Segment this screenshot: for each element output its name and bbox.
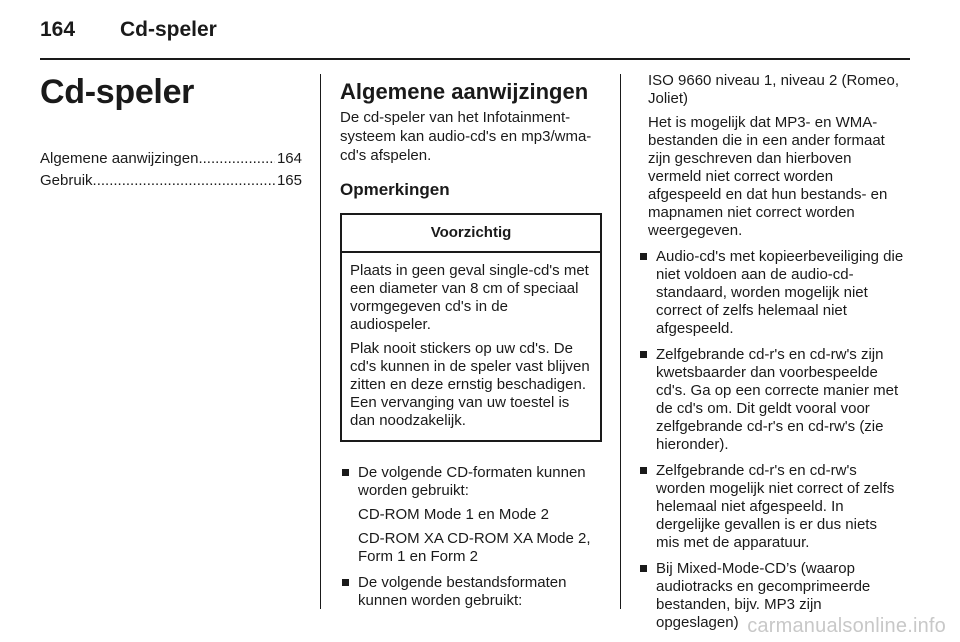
caution-paragraph: Plaats in geen geval single-cd's met een diameter van 8 cm of speciaal vormgegeven cd's in de audiospeler. — [350, 262, 589, 333]
bullet-list — [340, 464, 602, 610]
bullet-square-icon — [640, 253, 647, 260]
column-2 — [340, 72, 602, 610]
caution-title: Voorzichtig — [342, 215, 600, 253]
list-item-text: De volgende bestandsformaten kunnen worden gebruikt: — [358, 574, 567, 609]
list-item — [638, 462, 904, 552]
bullet-square-icon — [640, 565, 647, 572]
column-1 — [40, 72, 302, 192]
list-item — [638, 248, 904, 338]
sub-paragraph: CD-ROM Mode 1 en Mode 2 — [358, 506, 549, 523]
toc-entry[interactable] — [40, 170, 302, 192]
toc-leader — [93, 170, 275, 192]
caution-box — [340, 213, 602, 442]
header-rule — [40, 58, 910, 60]
column-divider — [320, 74, 321, 609]
list-item-text: Zelfgebrande cd-r's en cd-rw's zijn kwetsbaarder dan voorbespeelde cd's. Ga op een correcte manier met de cd's om. Dit geldt vooral voor zelfgebrande cd-r's en cd-rw's (zie hieronder). — [656, 346, 899, 453]
running-title: Cd-speler — [120, 18, 217, 41]
toc-leader — [198, 148, 275, 170]
bullet-square-icon — [640, 351, 647, 358]
subheading: Opmerkingen — [340, 180, 450, 199]
list-item-text: Zelfgebrande cd-r's en cd-rw's worden mogelijk niet correct of zelfs helemaal niet afgespeeld. In dergelijke gevallen is er dus niets mis met de apparatuur. — [656, 462, 895, 551]
toc-entry[interactable] — [40, 148, 302, 170]
bullet-square-icon — [342, 469, 349, 476]
list-item-text: De volgende CD-formaten kunnen worden gebruikt: — [358, 464, 586, 499]
caution-body — [342, 253, 600, 440]
list-item-text: Audio-cd's met kopieerbeveiliging die niet voldoen aan de audio-cd-standaard, worden mogelijk niet correct of zelfs helemaal niet afgespeeld. — [656, 248, 904, 337]
paragraph: Het is mogelijk dat MP3- en WMA-bestanden die in een ander formaat zijn geschreven dan hierboven vermeld niet correct worden afgespeeld en dat hun bestands- en mapnamen niet correct worden weergegeven. — [648, 114, 888, 239]
toc-label: Algemene aanwijzingen — [40, 150, 199, 167]
section-title: Algemene aanwijzingen — [340, 79, 589, 104]
toc-page: 165 — [276, 172, 302, 189]
intro-paragraph: De cd-speler van het Infotainment-systeem kan audio-cd's en mp3/wma-cd's afspelen. — [340, 109, 592, 164]
paragraph: ISO 9660 niveau 1, niveau 2 (Romeo, Joliet) — [648, 72, 899, 107]
table-of-contents — [40, 148, 302, 192]
bullet-square-icon — [342, 579, 349, 586]
caution-paragraph: Plak nooit stickers op uw cd's. De cd's kunnen in de speler vast blijven zitten en deze ernstig beschadigen. Een vervanging van uw toestel is dan noodzakelijk. — [350, 340, 590, 429]
column-divider — [620, 74, 621, 609]
watermark: carmanualsonline.info — [747, 615, 946, 637]
list-item-text: Bij Mixed-Mode-CD’s (waarop audiotracks en gecomprimeerde bestanden, bijv. MP3 zijn opgeslagen) — [656, 560, 871, 631]
toc-label: Gebruik — [40, 172, 93, 189]
toc-page: 164 — [276, 150, 302, 167]
page-header — [40, 16, 910, 56]
bullet-square-icon — [640, 467, 647, 474]
sub-paragraph: CD-ROM XA CD-ROM XA Mode 2, Form 1 en Form 2 — [358, 530, 591, 565]
chapter-title: Cd-speler — [40, 73, 195, 111]
list-item — [340, 464, 602, 500]
page-number: 164 — [40, 18, 76, 41]
list-item — [340, 574, 602, 610]
list-item — [638, 346, 904, 454]
column-3 — [638, 72, 904, 632]
